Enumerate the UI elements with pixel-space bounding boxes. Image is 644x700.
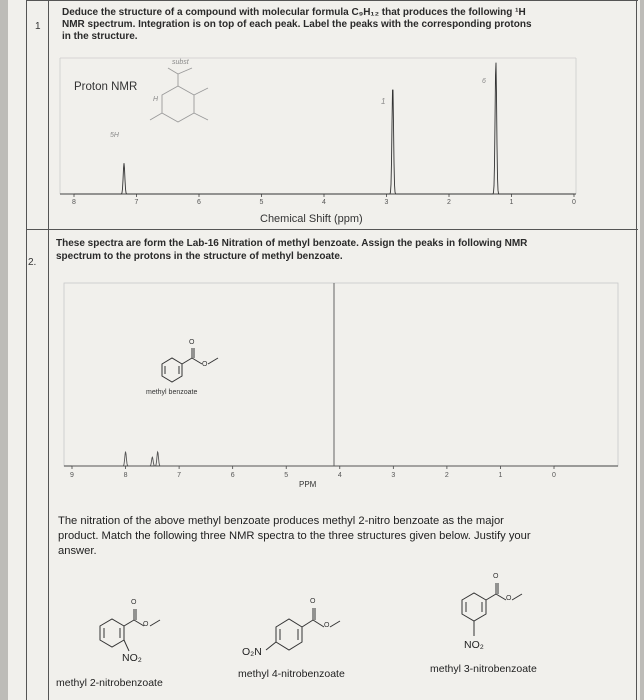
q2-axis-tick-label: 5 bbox=[284, 472, 289, 479]
q1-text-line-3: in the structure. bbox=[62, 31, 138, 42]
q1-x-axis-label: Chemical Shift (ppm) bbox=[260, 213, 363, 225]
q2-axis-tick-label: 3 bbox=[391, 472, 396, 479]
substituent-no2-ortho: NO₂ bbox=[122, 652, 142, 664]
question-number-2: 2. bbox=[28, 257, 37, 268]
q2-text-line-2: spectrum to the protons in the structure of methyl benzoate. bbox=[56, 251, 343, 262]
q1-chart-title: Proton NMR bbox=[74, 81, 138, 93]
q1-axis-tick-label: 8 bbox=[72, 199, 76, 206]
q2-axis-tick-label: 9 bbox=[70, 472, 74, 479]
atom-o-1b: O bbox=[143, 621, 149, 628]
q3-text-line-3: answer. bbox=[58, 545, 97, 557]
q1-axis-tick-label: 4 bbox=[322, 199, 326, 206]
atom-o-2a: O bbox=[310, 598, 316, 605]
q2-text-line-1: These spectra are form the Lab-16 Nitration of methyl benzoate. Assign the peaks in following NMR bbox=[56, 238, 528, 249]
q1-axis-tick-label: 0 bbox=[572, 199, 576, 206]
question-number-1: 1 bbox=[35, 21, 41, 32]
atom-o-carbonyl: O bbox=[189, 339, 195, 346]
atom-o-3a: O bbox=[493, 573, 499, 580]
handwritten-subst: subst bbox=[172, 59, 189, 66]
atom-o-2b: O bbox=[324, 622, 330, 629]
q2-x-axis-label: PPM bbox=[299, 480, 317, 489]
q2-axis-tick-label: 7 bbox=[177, 472, 182, 479]
structure-label-4-nitro: methyl 4-nitrobenzoate bbox=[238, 668, 345, 680]
methyl-benzoate-label: methyl benzoate bbox=[146, 389, 198, 396]
q2-axis-tick-label: 6 bbox=[230, 472, 235, 479]
handwritten-5h: 5H bbox=[110, 132, 119, 139]
atom-o-ester: O bbox=[202, 361, 208, 368]
q3-text-line-2: product. Match the following three NMR spectra to the three structures given below. Justify your bbox=[58, 530, 531, 542]
q1-axis-tick-label: 2 bbox=[447, 199, 451, 206]
q2-axis-tick-label: 2 bbox=[444, 472, 449, 479]
structure-label-3-nitro: methyl 3-nitrobenzoate bbox=[430, 663, 537, 675]
q2-axis-tick-label: 1 bbox=[498, 472, 503, 479]
q1-axis-tick-label: 1 bbox=[509, 199, 514, 206]
substituent-no2-meta: NO₂ bbox=[464, 639, 484, 651]
atom-o-3b: O bbox=[506, 595, 512, 602]
q2-axis-tick-label: 4 bbox=[337, 472, 342, 479]
structure-label-2-nitro: methyl 2-nitrobenzoate bbox=[56, 677, 163, 689]
q1-axis-tick-label: 3 bbox=[384, 199, 389, 206]
q2-axis-tick-label: 8 bbox=[123, 472, 128, 479]
handwritten-h: H bbox=[153, 96, 159, 103]
q1-axis-tick-label: 7 bbox=[134, 199, 139, 206]
q1-text-line-2: NMR spectrum. Integration is on top of each peak. Label the peaks with the corresponding protons bbox=[62, 19, 532, 30]
nitrobenzoate-structures bbox=[8, 0, 640, 700]
worksheet-page bbox=[8, 0, 640, 700]
integration-1: 1 bbox=[381, 97, 386, 106]
substituent-o2n-para: O₂N bbox=[242, 646, 262, 658]
q2-axis-tick-label: 0 bbox=[552, 472, 556, 479]
q3-text-line-1: The nitration of the above methyl benzoate produces methyl 2-nitro benzoate as the major bbox=[58, 515, 504, 527]
q1-axis-tick-label: 5 bbox=[259, 199, 264, 206]
atom-o-1a: O bbox=[131, 599, 137, 606]
q1-text-line-1: Deduce the structure of a compound with molecular formula C₉H₁₂ that produces the following ¹H bbox=[62, 7, 526, 18]
q1-axis-tick-label: 6 bbox=[197, 199, 201, 206]
integration-6: 6 bbox=[482, 78, 486, 85]
